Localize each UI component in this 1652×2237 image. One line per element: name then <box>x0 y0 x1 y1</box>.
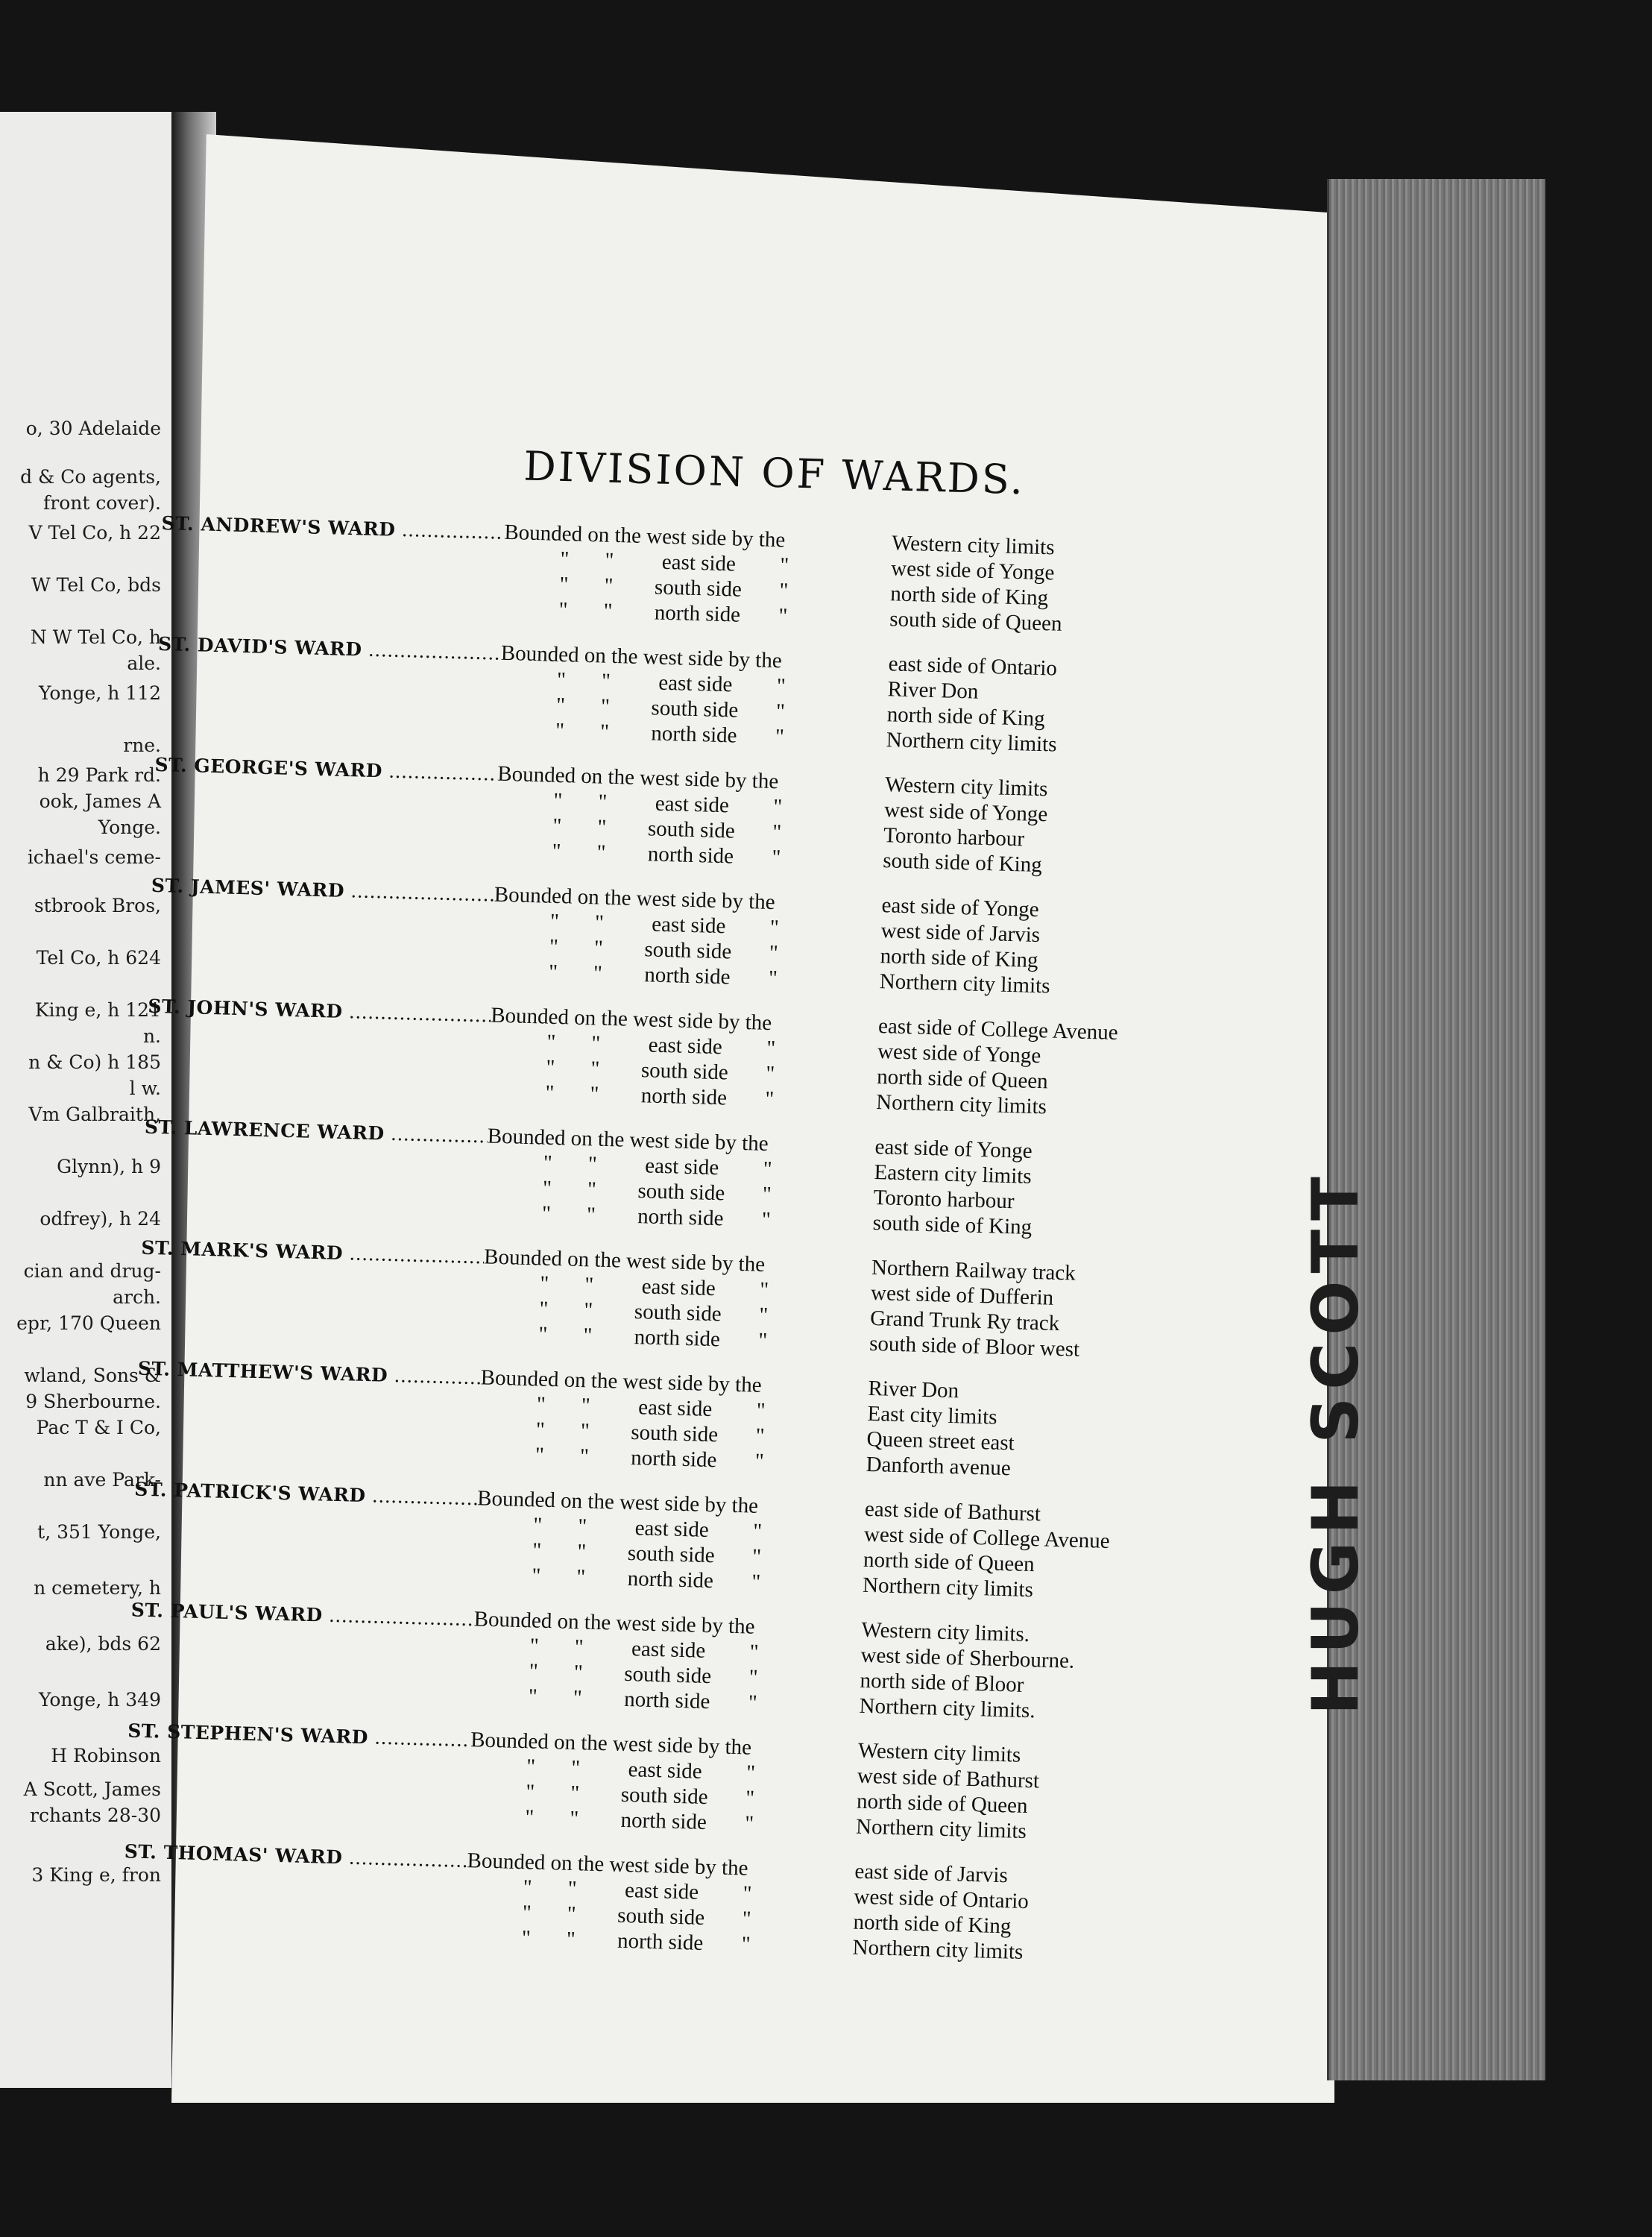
boundary-value: west side of Yonge <box>890 556 1055 585</box>
left-page-line: epr, 170 Queen <box>16 1312 161 1334</box>
left-page-line: rchants 28-30 <box>30 1805 161 1826</box>
boundary-value: west side of Sherbourne. <box>860 1643 1075 1673</box>
ward-list <box>122 511 1191 1969</box>
left-page-line: rne. <box>123 734 161 756</box>
boundary-value: north side of Bloor <box>860 1668 1024 1697</box>
west-boundary: River Don <box>868 1376 959 1403</box>
bounded-lead: Bounded on the west side by the <box>476 1486 759 1518</box>
boundary-value: north side of King <box>886 702 1046 731</box>
left-page-line: cian and drug- <box>23 1260 161 1282</box>
left-page-line: l w. <box>129 1077 161 1099</box>
ditto-mark: " <box>604 573 614 598</box>
ditto-mark: " <box>541 1201 552 1226</box>
ditto-mark: " <box>583 1298 593 1323</box>
ditto-mark: " <box>586 1203 596 1227</box>
ward-name: ST. STEPHEN'S WARD ..... <box>127 1720 471 1751</box>
side-label: south side <box>640 1058 729 1085</box>
bounded-lead: Bounded on the west side by the <box>500 641 783 673</box>
bounded-lead: Bounded on the west side by the <box>496 761 779 794</box>
ditto-mark: " <box>756 1398 766 1423</box>
ditto-mark: " <box>556 667 567 693</box>
ward-entry <box>152 752 1183 882</box>
left-page-line: ichael's ceme- <box>27 846 161 868</box>
ditto-mark: " <box>751 1570 761 1594</box>
boundary-value: Toronto harbour <box>873 1185 1015 1214</box>
ditto-mark: " <box>766 1036 776 1061</box>
left-page-line: King e, h 121 <box>34 999 161 1021</box>
west-boundary: east side of Yonge <box>874 1135 1033 1163</box>
indent <box>129 1692 472 1702</box>
indent <box>132 1571 475 1581</box>
ditto-mark: " <box>538 1322 548 1347</box>
left-page-line: Pac T & I Co, <box>36 1417 161 1438</box>
indent <box>145 1089 488 1098</box>
left-page-line: Tel Co, h 624 <box>36 947 161 969</box>
ditto-mark: " <box>539 1271 549 1296</box>
ditto-mark: " <box>532 1513 543 1538</box>
page-content <box>122 432 1193 1989</box>
ward-name: ST. THOMAS' WARD ..... <box>124 1840 467 1872</box>
ditto-mark: " <box>546 1055 555 1080</box>
side-label: north side <box>630 1446 717 1473</box>
ditto-mark: " <box>761 1207 772 1233</box>
ditto-mark: " <box>745 1786 755 1810</box>
boundary-value: west side of Dufferin <box>870 1280 1054 1310</box>
ditto-mark: " <box>549 934 559 960</box>
indent <box>160 605 502 615</box>
ditto-mark: " <box>601 669 611 693</box>
side-label: north side <box>634 1325 721 1352</box>
left-page-line: A Scott, James <box>23 1778 161 1800</box>
side-label: south side <box>654 575 743 602</box>
bounded-lead: Bounded on the west side by the <box>487 1124 769 1156</box>
ditto-mark: " <box>748 1690 758 1715</box>
ditto-mark: " <box>769 915 780 940</box>
left-page-line: Yonge, h 349 <box>39 1689 161 1711</box>
ward-name: ST. JOHN'S WARD ..... <box>148 995 491 1027</box>
ditto-mark: " <box>523 1875 533 1900</box>
ditto-mark: " <box>528 1684 538 1709</box>
ditto-mark: " <box>536 1392 546 1417</box>
bounded-lead: Bounded on the west side by the <box>483 1245 766 1277</box>
side-label: south side <box>651 696 739 723</box>
ditto-mark: " <box>772 845 781 870</box>
side-label: north side <box>640 1083 728 1110</box>
ditto-mark: " <box>765 1061 775 1086</box>
side-label: north side <box>654 600 741 627</box>
ditto-mark: " <box>600 694 611 719</box>
ditto-mark: " <box>539 1297 549 1321</box>
ditto-mark: " <box>570 1781 580 1806</box>
left-page-line: d & Co agents, <box>20 466 161 488</box>
ditto-mark: " <box>743 1881 752 1906</box>
ditto-mark: " <box>559 572 569 597</box>
left-page-line: 9 Sherbourne. <box>25 1391 161 1412</box>
left-page-line: t, 351 Yonge, <box>37 1521 161 1543</box>
west-boundary: east side of Bathurst <box>864 1497 1041 1526</box>
ward-entry <box>122 1839 1153 1969</box>
left-page-line: ake), bds 62 <box>45 1633 161 1655</box>
ditto-mark: " <box>567 1901 577 1927</box>
ditto-mark: " <box>576 1565 586 1590</box>
indent <box>156 726 499 736</box>
ditto-mark: " <box>555 718 565 743</box>
west-boundary: Western city limits <box>884 773 1048 802</box>
ditto-mark: " <box>590 1031 601 1056</box>
boundary-value: Northern city limits <box>855 1814 1027 1844</box>
ditto-mark: " <box>546 1030 556 1054</box>
ditto-mark: " <box>548 960 558 985</box>
side-label: east side <box>624 1878 699 1904</box>
indent <box>152 847 495 857</box>
ditto-mark: " <box>532 1538 542 1563</box>
ditto-mark: " <box>769 940 779 966</box>
boundary-value: west side of Jarvis <box>880 919 1041 948</box>
ditto-mark: " <box>758 1303 769 1328</box>
ditto-mark: " <box>524 1805 535 1830</box>
boundary-value: Grand Trunk Ry track <box>869 1306 1060 1336</box>
left-page-line: Glynn), h 9 <box>57 1156 161 1177</box>
ditto-mark: " <box>580 1419 590 1444</box>
ditto-mark: " <box>597 815 607 840</box>
ditto-mark: " <box>594 910 605 935</box>
side-label: east side <box>641 1274 716 1301</box>
left-page-line: nn ave Park- <box>43 1469 161 1491</box>
left-page-line: front cover). <box>43 492 161 514</box>
ditto-mark: " <box>549 909 560 934</box>
indent <box>136 1450 479 1460</box>
west-boundary: east side of Jarvis <box>854 1859 1009 1888</box>
ditto-mark: " <box>579 1444 590 1469</box>
ward-entry <box>142 994 1176 1124</box>
side-label: south side <box>623 1661 712 1689</box>
ditto-mark: " <box>587 1152 598 1177</box>
left-page-line: ale. <box>127 652 161 674</box>
indent <box>139 1330 482 1340</box>
boundary-value: Northern city limits <box>852 1935 1024 1964</box>
ward-entry <box>139 1236 1170 1365</box>
ditto-mark: " <box>574 1635 584 1660</box>
ditto-mark: " <box>535 1443 545 1467</box>
ditto-mark: " <box>581 1394 591 1418</box>
ditto-mark: " <box>775 725 785 749</box>
west-boundary: Western city limits <box>891 531 1055 560</box>
left-page-line: Vm Galbraith, <box>28 1104 161 1125</box>
boundary-value: north side of King <box>889 582 1049 611</box>
side-label: north side <box>647 842 734 869</box>
ditto-mark: " <box>772 795 783 819</box>
ditto-mark: " <box>577 1514 587 1539</box>
ditto-mark: " <box>558 597 568 623</box>
ditto-mark: " <box>521 1926 532 1951</box>
side-label: east side <box>644 1154 719 1180</box>
boundary-value: Northern city limits <box>879 969 1050 998</box>
ditto-mark: " <box>772 820 782 845</box>
indent <box>149 968 492 978</box>
ditto-mark: " <box>555 693 566 718</box>
boundary-value: East city limits <box>867 1401 998 1429</box>
side-label: south side <box>644 937 732 964</box>
side-label: south side <box>634 1300 722 1327</box>
side-label: south side <box>627 1541 716 1568</box>
page-title: DIVISION OF WARDS. <box>523 442 1026 504</box>
ditto-mark: " <box>566 1927 576 1952</box>
side-label: south side <box>637 1179 725 1206</box>
ward-name: ST. DAVID'S WARD ..... <box>158 633 502 664</box>
ward-name: ST. PATRICK'S WARD ..... <box>134 1478 478 1509</box>
ditto-mark: " <box>542 1176 552 1201</box>
ditto-mark: " <box>543 1151 553 1175</box>
boundary-value: south side of Queen <box>889 607 1062 636</box>
left-page-line: N W Tel Co, h <box>30 626 161 648</box>
left-page-line: odfrey), h 24 <box>40 1208 161 1230</box>
bounded-lead: Bounded on the west side by the <box>470 1728 752 1760</box>
ditto-mark: " <box>759 1277 769 1303</box>
ditto-mark: " <box>745 1761 756 1785</box>
ditto-mark: " <box>593 936 604 960</box>
ditto-mark: " <box>742 1907 752 1931</box>
ditto-mark: " <box>590 1082 599 1107</box>
left-page-line: 3 King e, fron <box>31 1864 161 1886</box>
ditto-mark: " <box>529 1659 539 1684</box>
ditto-mark: " <box>560 547 570 572</box>
bounded-lead: Bounded on the west side by the <box>473 1607 755 1639</box>
boundary-value: Northern city limits. <box>859 1693 1036 1723</box>
ditto-mark: " <box>741 1932 751 1957</box>
ditto-mark: " <box>778 604 788 629</box>
ward-name: ST. JAMES' WARD ..... <box>151 875 495 906</box>
bounded-lead: Bounded on the west side by the <box>480 1365 763 1397</box>
ditto-mark: " <box>779 579 789 603</box>
left-page-line: H Robinson <box>51 1745 161 1766</box>
side-label: north side <box>637 1204 724 1231</box>
ditto-mark: " <box>764 1086 775 1112</box>
ditto-mark: " <box>567 1876 578 1901</box>
boundary-value: north side of Queen <box>876 1065 1049 1094</box>
boundary-value: Danforth avenue <box>866 1452 1012 1481</box>
ditto-mark: " <box>775 699 786 724</box>
side-label: east side <box>631 1637 706 1663</box>
boundary-value: Northern city limits <box>875 1090 1047 1119</box>
left-page-line: wland, Sons & <box>24 1365 161 1386</box>
west-boundary: Northern Railway track <box>871 1255 1076 1286</box>
ward-entry <box>125 1718 1156 1848</box>
side-label: south side <box>620 1782 709 1810</box>
bounded-lead: Bounded on the west side by the <box>494 882 776 915</box>
left-page-line: Yonge. <box>98 817 161 838</box>
ditto-mark: " <box>763 1157 773 1182</box>
ditto-mark: " <box>599 720 610 744</box>
side-label: south side <box>630 1420 719 1447</box>
ditto-mark: " <box>526 1755 536 1779</box>
side-label: north side <box>643 963 731 989</box>
ward-name: ST. ANDREW'S WARD ..... <box>161 512 505 544</box>
boundary-value: Eastern city limits <box>874 1160 1032 1189</box>
ditto-mark: " <box>596 840 606 865</box>
boundary-value: west side of Bathurst <box>857 1764 1040 1793</box>
ditto-mark: " <box>552 839 561 864</box>
west-boundary: east side of Yonge <box>881 893 1040 922</box>
ditto-mark: " <box>748 1665 759 1690</box>
ward-name: ST. PAUL'S WARD ..... <box>130 1599 474 1630</box>
side-label: east side <box>637 1395 713 1422</box>
ditto-mark: " <box>754 1449 765 1474</box>
ditto-mark: " <box>552 814 562 839</box>
left-page-line: Yonge, h 112 <box>39 682 161 704</box>
side-label: south side <box>617 1903 705 1931</box>
ditto-mark: " <box>587 1177 597 1202</box>
ward-name: ST. MATTHEW'S WARD ..... <box>138 1358 482 1389</box>
west-boundary: Western city limits. <box>861 1617 1030 1647</box>
ward-name: ST. LAWRENCE WARD ..... <box>145 1116 488 1148</box>
ditto-mark: " <box>529 1634 540 1658</box>
ditto-mark: " <box>749 1640 760 1664</box>
ward-entry <box>132 1476 1163 1606</box>
side-label: east side <box>658 670 733 697</box>
side-label: north side <box>650 721 737 748</box>
ditto-mark: " <box>779 553 789 578</box>
ward-name: ST. GEORGE'S WARD ..... <box>154 754 498 785</box>
bounded-lead: Bounded on the west side by the <box>490 1003 772 1036</box>
ditto-mark: " <box>757 1328 768 1353</box>
ditto-mark: " <box>525 1780 535 1805</box>
indent <box>122 1934 465 1943</box>
ditto-mark: " <box>605 548 614 573</box>
side-label: east side <box>651 912 726 939</box>
left-page-line: h 29 Park rd. <box>37 764 161 786</box>
side-label: east side <box>634 1516 710 1542</box>
west-boundary: east side of College Avenue <box>877 1014 1119 1045</box>
left-page-line: ook, James A <box>39 790 161 812</box>
ditto-mark: " <box>751 1544 762 1569</box>
ditto-mark: " <box>752 1519 763 1544</box>
boundary-value: Northern city limits <box>862 1573 1034 1602</box>
ditto-mark: " <box>593 961 603 986</box>
boundary-value: River Don <box>887 677 979 704</box>
left-page-line: W Tel Co, bds <box>31 574 161 596</box>
bounded-lead: Bounded on the west side by the <box>467 1849 748 1881</box>
left-page-line: arch. <box>113 1286 161 1308</box>
side-label: east side <box>628 1758 703 1784</box>
west-boundary: Western city limits <box>857 1738 1021 1767</box>
ditto-mark: " <box>576 1540 587 1564</box>
boundary-value: Toronto harbour <box>883 823 1025 852</box>
left-page-line: n. <box>142 1025 161 1047</box>
boundary-value: north side of Queen <box>863 1547 1035 1577</box>
ditto-mark: " <box>768 966 778 991</box>
boundary-value: west side of Yonge <box>883 798 1048 827</box>
ditto-mark: " <box>755 1423 766 1449</box>
left-page-line: n cemetery, h <box>34 1577 161 1599</box>
ward-entry <box>129 1597 1160 1727</box>
boundary-value: west side of Ontario <box>854 1884 1030 1914</box>
side-label: east side <box>655 791 730 818</box>
side-label: north side <box>620 1807 707 1835</box>
ditto-mark: " <box>569 1806 579 1831</box>
boundary-value: north side of King <box>880 944 1038 973</box>
indent <box>142 1209 485 1219</box>
ward-entry <box>149 873 1180 1003</box>
boundary-value: south side of King <box>872 1210 1032 1239</box>
ditto-mark: " <box>762 1182 772 1207</box>
boundary-value: Northern city limits <box>886 728 1057 757</box>
ditto-mark: " <box>598 790 608 814</box>
side-label: north side <box>627 1566 714 1593</box>
ditto-mark: " <box>573 1685 583 1711</box>
ward-entry <box>159 511 1190 641</box>
ditto-mark: " <box>532 1564 541 1588</box>
ditto-mark: " <box>570 1755 581 1781</box>
left-page-line: o, 30 Adelaide <box>25 418 161 439</box>
left-page-line: n & Co) h 185 <box>28 1051 161 1073</box>
ditto-mark: " <box>590 1057 600 1081</box>
boundary-value: south side of King <box>882 849 1043 878</box>
ward-entry <box>142 1115 1173 1245</box>
side-label: east side <box>648 1033 723 1060</box>
ditto-mark: " <box>744 1811 754 1836</box>
boundary-value: west side of College Avenue <box>863 1522 1111 1553</box>
ward-entry <box>136 1356 1167 1486</box>
book-edge <box>1327 179 1545 2080</box>
ward-entry <box>156 632 1187 761</box>
ditto-mark: " <box>553 788 563 814</box>
boundary-value: Queen street east <box>866 1426 1015 1456</box>
ditto-mark: " <box>535 1418 546 1442</box>
ditto-mark: " <box>573 1661 584 1685</box>
ditto-mark: " <box>776 674 786 699</box>
left-page-line: V Tel Co, h 22 <box>28 522 161 544</box>
ditto-mark: " <box>583 1324 593 1348</box>
book-edge-text: HUGH SCOTT <box>1299 1169 1373 1715</box>
boundary-value: north side of Queen <box>856 1789 1028 1819</box>
ditto-mark: " <box>603 599 613 623</box>
ditto-mark: " <box>522 1901 532 1925</box>
side-label: north side <box>623 1687 710 1714</box>
side-label: north side <box>617 1928 704 1955</box>
ward-name: ST. MARK'S WARD ..... <box>141 1237 485 1268</box>
ditto-mark: " <box>545 1080 555 1105</box>
indent <box>125 1813 468 1822</box>
boundary-value: north side of King <box>853 1910 1012 1939</box>
side-label: south side <box>647 817 736 843</box>
bounded-lead: Bounded on the west side by the <box>503 520 786 553</box>
side-label: east side <box>661 550 737 576</box>
ditto-mark: " <box>584 1273 594 1297</box>
boundary-value: south side of Bloor west <box>868 1331 1080 1362</box>
left-page-line: stbrook Bros, <box>34 895 161 916</box>
west-boundary: east side of Ontario <box>888 652 1058 681</box>
boundary-value: west side of Yonge <box>877 1039 1041 1069</box>
